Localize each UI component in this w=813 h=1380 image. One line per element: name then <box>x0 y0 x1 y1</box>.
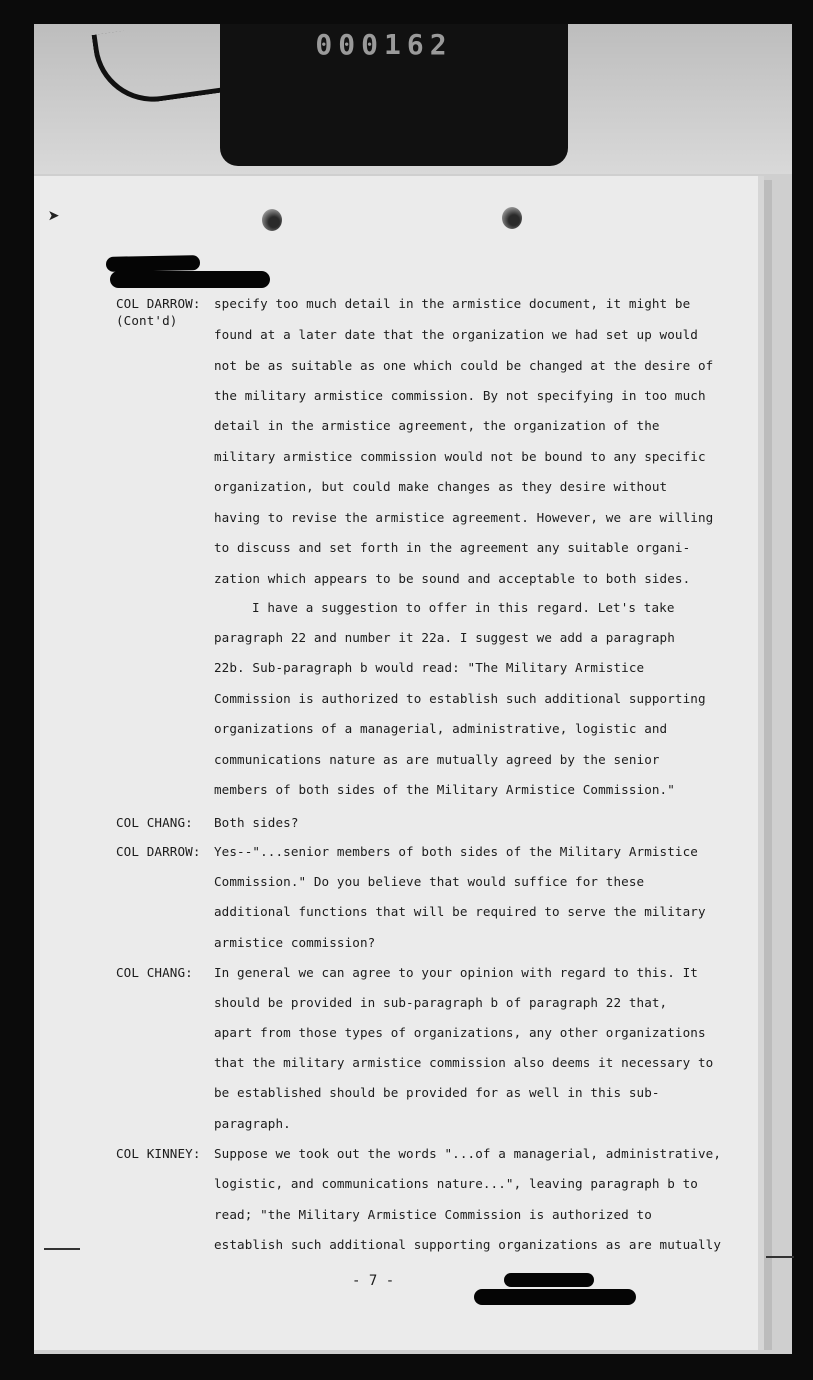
staple-mark-icon: ➤ <box>48 204 61 228</box>
speaker-label: COL KINNEY: <box>116 1146 201 1161</box>
text-line: detail in the armistice agreement, the organization of the <box>214 418 660 433</box>
text-line: paragraph 22 and number it 22a. I suggest we add a paragraph <box>214 630 675 645</box>
redaction-bar <box>110 271 270 288</box>
redaction-bar <box>504 1273 594 1287</box>
text-line: should be provided in sub-paragraph b of paragraph 22 that, <box>214 995 668 1010</box>
text-line: to discuss and set forth in the agreement any suitable organi- <box>214 540 691 555</box>
text-line: logistic, and communications nature...", leaving paragraph b to <box>214 1176 698 1191</box>
redaction-bar <box>474 1289 636 1305</box>
text-line: military armistice commission would not be bound to any specific <box>214 449 706 464</box>
redaction-bar <box>106 255 200 272</box>
text-line: Both sides? <box>214 815 299 830</box>
text-line: Commission is authorized to establish such additional supporting <box>214 691 706 706</box>
speaker-label: COL CHANG: <box>116 815 193 830</box>
document-page <box>34 176 758 1350</box>
text-line: members of both sides of the Military Armistice Commission." <box>214 782 675 797</box>
text-line: read; "the Military Armistice Commission is authorized to <box>214 1207 652 1222</box>
text-line: organization, but could make changes as they desire without <box>214 479 668 494</box>
margin-mark <box>44 1248 80 1250</box>
text-line: Suppose we took out the words "...of a managerial, administrative, <box>214 1146 722 1161</box>
text-line: apart from those types of organizations, any other organizations <box>214 1025 706 1040</box>
page-shadow <box>760 180 772 1350</box>
text-line: the military armistice commission. By not specifying in too much <box>214 388 706 403</box>
margin-mark <box>766 1256 794 1258</box>
text-line: having to revise the armistice agreement. However, we are willing <box>214 510 714 525</box>
text-line: specify too much detail in the armistice document, it might be <box>214 296 691 311</box>
stamp-number: 000162 <box>315 28 453 61</box>
text-line: 22b. Sub-paragraph b would read: "The Military Armistice <box>214 660 645 675</box>
punch-hole-left <box>262 209 282 231</box>
text-line: that the military armistice commission also deems it necessary to <box>214 1055 714 1070</box>
text-line: communications nature as are mutually agreed by the senior <box>214 752 660 767</box>
speaker-label: COL DARROW: <box>116 844 201 859</box>
speaker-label: COL DARROW: <box>116 296 201 311</box>
text-line: Commission." Do you believe that would suffice for these <box>214 874 645 889</box>
text-line: zation which appears to be sound and acceptable to both sides. <box>214 571 691 586</box>
text-line: not be as suitable as one which could be changed at the desire of <box>214 358 714 373</box>
page-number: - 7 - <box>352 1273 395 1289</box>
text-line: I have a suggestion to offer in this regard. Let's take <box>252 600 675 615</box>
speaker-label: COL CHANG: <box>116 965 193 980</box>
text-line: paragraph. <box>214 1116 291 1131</box>
text-line: armistice commission? <box>214 935 376 950</box>
text-line: organizations of a managerial, administrative, logistic and <box>214 721 668 736</box>
text-line: establish such additional supporting organizations as are mutually <box>214 1237 722 1252</box>
text-line: In general we can agree to your opinion with regard to this. It <box>214 965 698 980</box>
text-line: found at a later date that the organization we had set up would <box>214 327 698 342</box>
text-line: additional functions that will be required to serve the military <box>214 904 706 919</box>
text-line: Yes--"...senior members of both sides of the Military Armistice <box>214 844 698 859</box>
speaker-label: (Cont'd) <box>116 313 178 328</box>
punch-hole-right <box>502 207 522 229</box>
text-line: be established should be provided for as well in this sub- <box>214 1085 660 1100</box>
